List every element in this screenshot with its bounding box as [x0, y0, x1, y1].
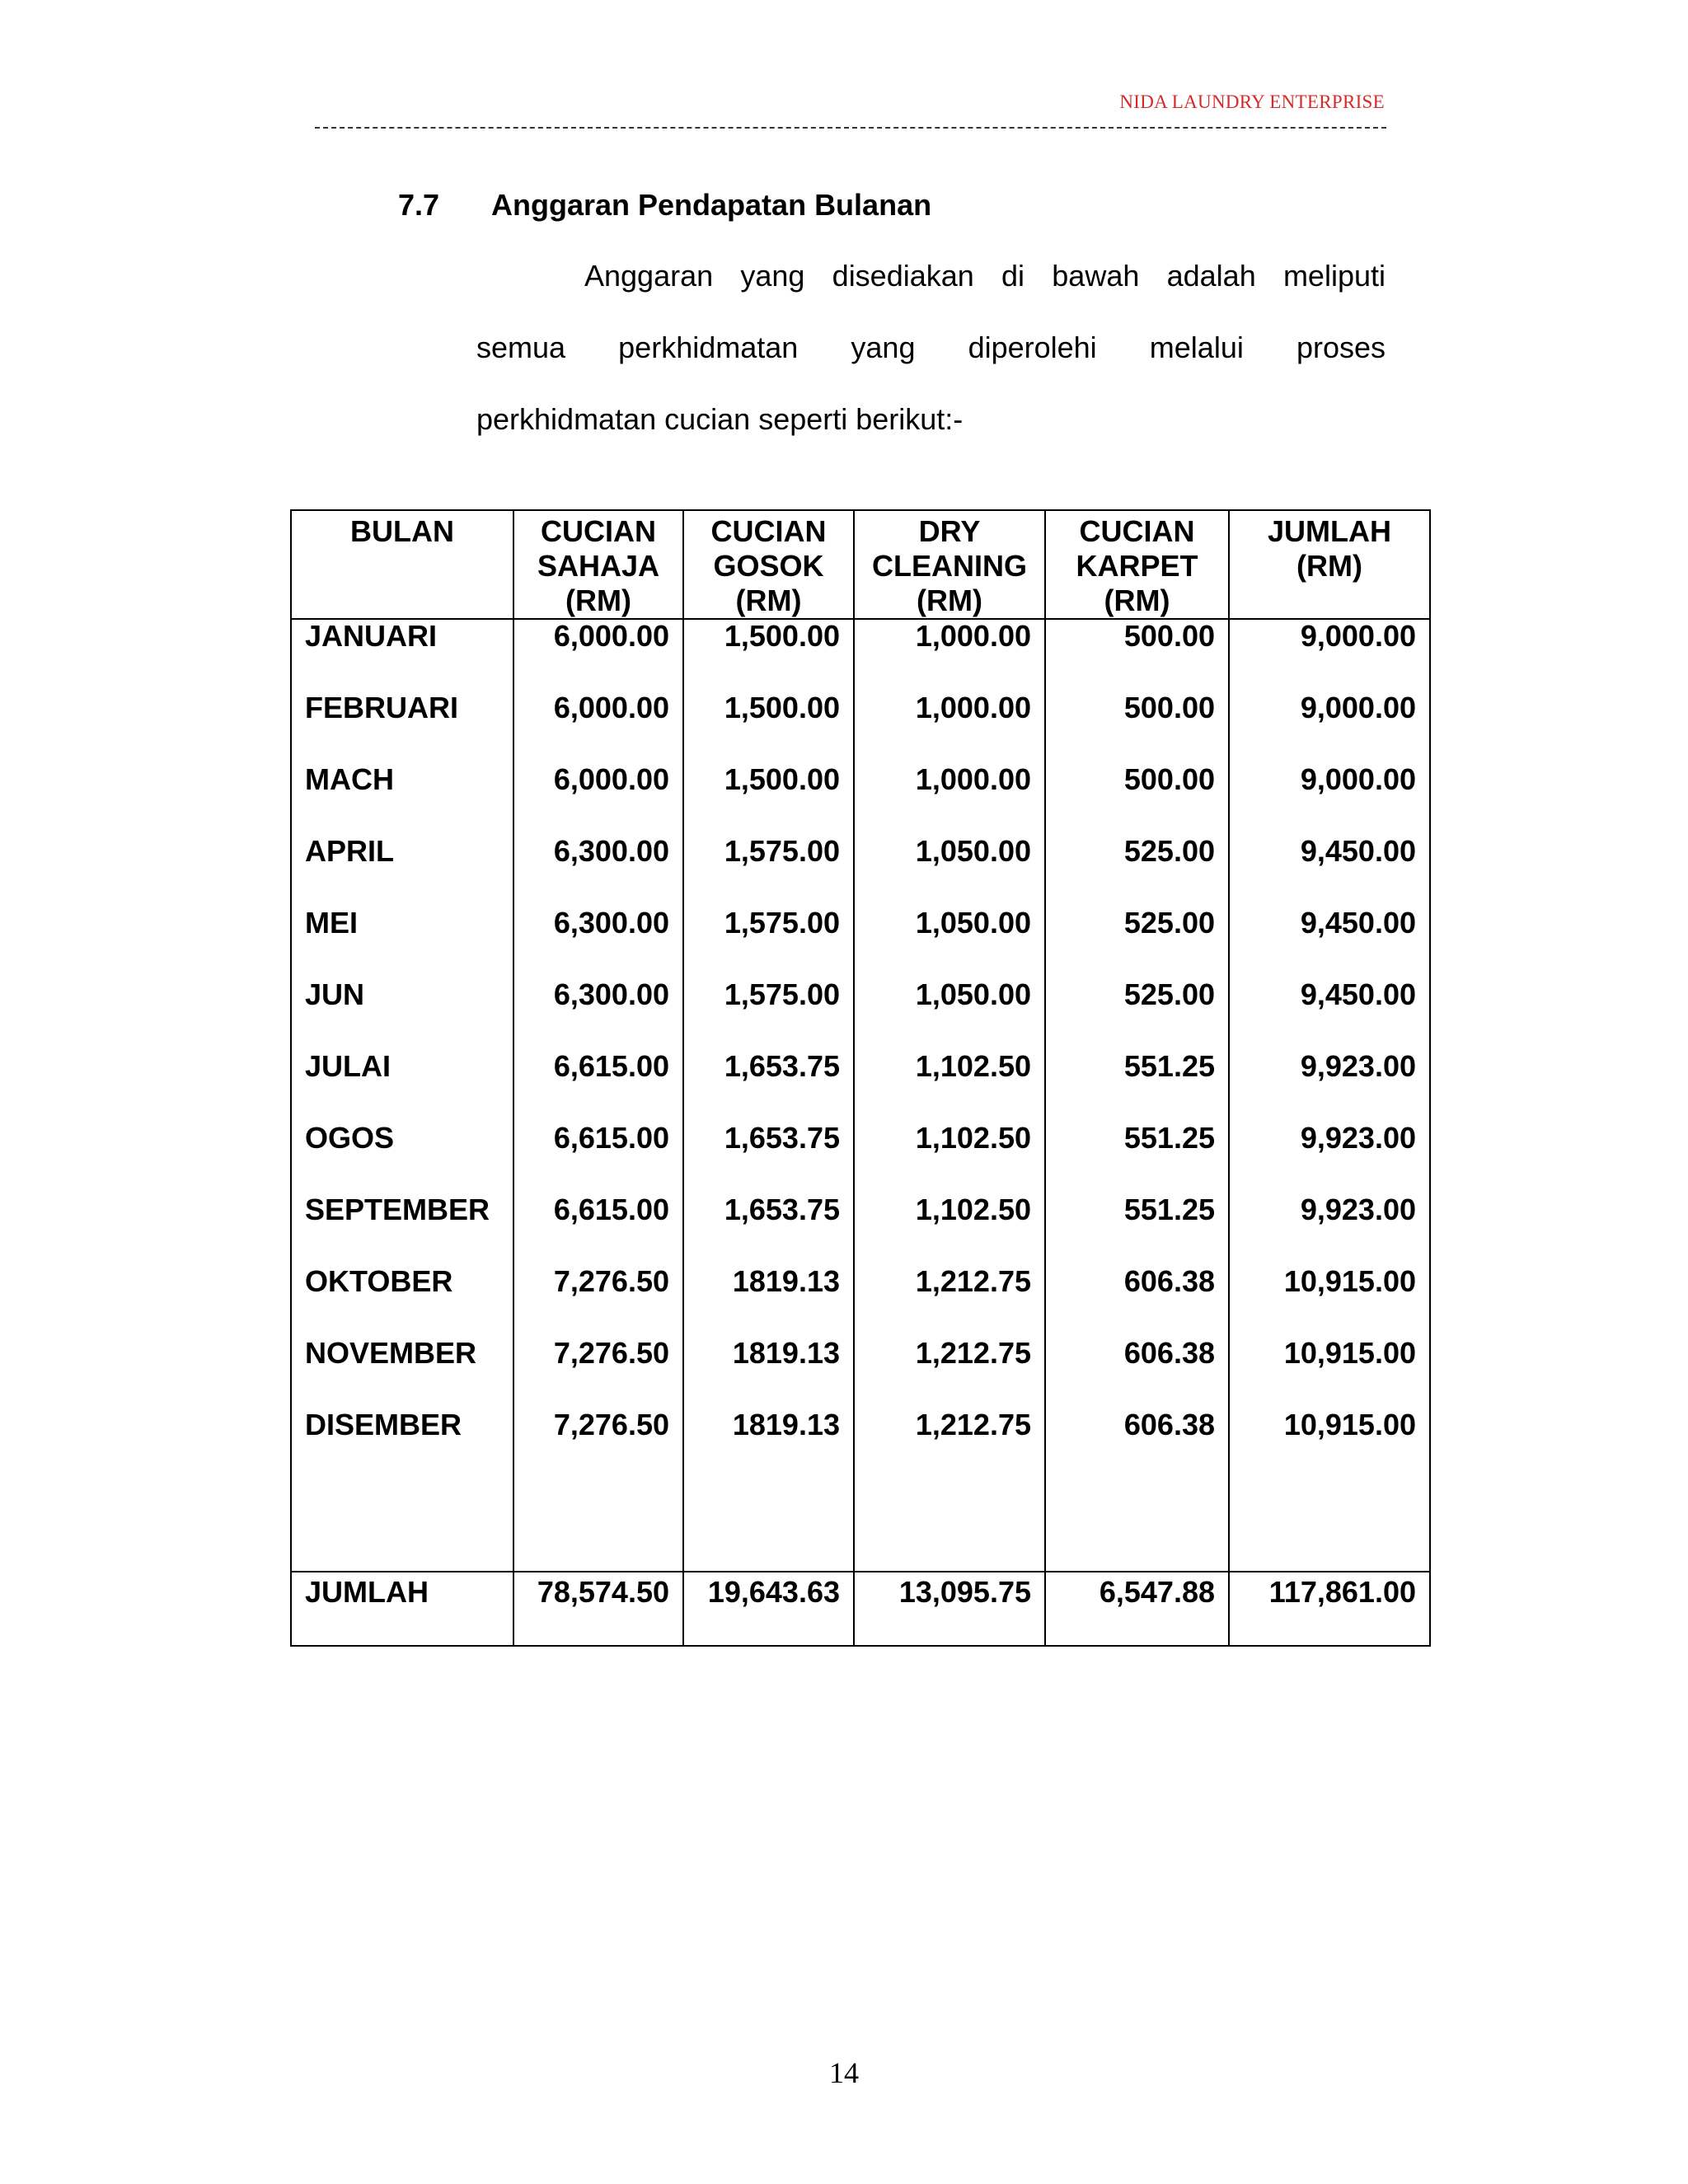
column-header-total: JUMLAH (RM)	[1229, 510, 1430, 619]
total-amount-cell: 13,095.75	[854, 1572, 1045, 1646]
total-amount-cell: 78,574.50	[513, 1572, 683, 1646]
amount-cell: 10,915.00	[1229, 1337, 1430, 1408]
amount-cell: 1819.13	[683, 1408, 854, 1480]
table-row	[291, 1050, 1430, 1122]
amount-cell: 1,500.00	[683, 619, 854, 691]
column-header-wash-only: CUCIAN SAHAJA (RM)	[513, 510, 683, 619]
table-row	[291, 835, 1430, 907]
paragraph-line-3: perkhidmatan cucian seperti berikut:-	[476, 402, 964, 436]
amount-cell: 525.00	[1045, 978, 1229, 1050]
table-row	[291, 691, 1430, 763]
table-row	[291, 763, 1430, 835]
table-row	[291, 1265, 1430, 1337]
table-row	[291, 1193, 1430, 1265]
month-cell: FEBRUARI	[291, 691, 513, 763]
page-number: 14	[829, 2056, 859, 2089]
amount-cell: 1819.13	[683, 1337, 854, 1408]
section-title: Anggaran Pendapatan Bulanan	[491, 188, 932, 222]
total-amount-cell: 6,547.88	[1045, 1572, 1229, 1646]
amount-cell: 606.38	[1045, 1408, 1229, 1480]
amount-cell: 525.00	[1045, 835, 1229, 907]
amount-cell: 1,653.75	[683, 1122, 854, 1193]
amount-cell: 1,575.00	[683, 978, 854, 1050]
amount-cell: 606.38	[1045, 1337, 1229, 1408]
empty-cell	[291, 1480, 513, 1572]
table-row	[291, 619, 1430, 691]
amount-cell: 1,000.00	[854, 763, 1045, 835]
amount-cell: 551.25	[1045, 1122, 1229, 1193]
amount-cell: 1,653.75	[683, 1050, 854, 1122]
table-row	[291, 907, 1430, 978]
amount-cell: 1,050.00	[854, 835, 1045, 907]
amount-cell: 9,450.00	[1229, 978, 1430, 1050]
amount-cell: 1,000.00	[854, 619, 1045, 691]
amount-cell: 1,575.00	[683, 835, 854, 907]
empty-cell	[513, 1480, 683, 1572]
amount-cell: 6,000.00	[513, 691, 683, 763]
month-cell: MACH	[291, 763, 513, 835]
amount-cell: 551.25	[1045, 1193, 1229, 1265]
paragraph-line-2: semua perkhidmatan yang diperolehi melalui proses	[476, 330, 1386, 364]
amount-cell: 1,102.50	[854, 1193, 1045, 1265]
month-cell: APRIL	[291, 835, 513, 907]
amount-cell: 9,000.00	[1229, 763, 1430, 835]
month-cell: SEPTEMBER	[291, 1193, 513, 1265]
month-cell: JUN	[291, 978, 513, 1050]
amount-cell: 1819.13	[683, 1265, 854, 1337]
amount-cell: 1,212.75	[854, 1408, 1045, 1480]
section-heading	[398, 188, 931, 223]
amount-cell: 606.38	[1045, 1265, 1229, 1337]
table-header-row	[291, 510, 1430, 619]
amount-cell: 7,276.50	[513, 1337, 683, 1408]
empty-cell	[854, 1480, 1045, 1572]
table-row	[291, 978, 1430, 1050]
column-header-dry-cleaning: DRY CLEANING (RM)	[854, 510, 1045, 619]
month-cell: NOVEMBER	[291, 1337, 513, 1408]
amount-cell: 9,923.00	[1229, 1050, 1430, 1122]
table-body	[291, 619, 1430, 1646]
amount-cell: 7,276.50	[513, 1408, 683, 1480]
paragraph-line-1: Anggaran yang disediakan di bawah adalah meliputi	[584, 259, 1386, 293]
amount-cell: 6,615.00	[513, 1050, 683, 1122]
amount-cell: 6,300.00	[513, 835, 683, 907]
amount-cell: 1,102.50	[854, 1050, 1045, 1122]
section-number: 7.7	[398, 188, 440, 222]
amount-cell: 6,615.00	[513, 1122, 683, 1193]
month-cell: DISEMBER	[291, 1408, 513, 1480]
amount-cell: 1,575.00	[683, 907, 854, 978]
amount-cell: 525.00	[1045, 907, 1229, 978]
total-amount-cell: 117,861.00	[1229, 1572, 1430, 1646]
month-cell: JANUARI	[291, 619, 513, 691]
amount-cell: 500.00	[1045, 619, 1229, 691]
table-row	[291, 1408, 1430, 1480]
month-cell: OGOS	[291, 1122, 513, 1193]
table-row	[291, 1337, 1430, 1408]
amount-cell: 10,915.00	[1229, 1265, 1430, 1337]
amount-cell: 1,050.00	[854, 978, 1045, 1050]
amount-cell: 1,653.75	[683, 1193, 854, 1265]
amount-cell: 1,102.50	[854, 1122, 1045, 1193]
table-row	[291, 1122, 1430, 1193]
amount-cell: 9,000.00	[1229, 619, 1430, 691]
empty-cell	[1045, 1480, 1229, 1572]
empty-cell	[1229, 1480, 1430, 1572]
amount-cell: 1,050.00	[854, 907, 1045, 978]
header-org-name: NIDA LAUNDRY ENTERPRISE	[1119, 91, 1385, 112]
column-header-carpet: CUCIAN KARPET (RM)	[1045, 510, 1229, 619]
empty-cell	[683, 1480, 854, 1572]
amount-cell: 9,000.00	[1229, 691, 1430, 763]
month-cell: OKTOBER	[291, 1265, 513, 1337]
total-row	[291, 1572, 1430, 1646]
amount-cell: 6,000.00	[513, 619, 683, 691]
amount-cell: 7,276.50	[513, 1265, 683, 1337]
spacer-row	[291, 1480, 1430, 1572]
total-label-cell: JUMLAH	[291, 1572, 513, 1646]
amount-cell: 1,212.75	[854, 1337, 1045, 1408]
amount-cell: 6,300.00	[513, 907, 683, 978]
amount-cell: 6,300.00	[513, 978, 683, 1050]
amount-cell: 9,450.00	[1229, 907, 1430, 978]
amount-cell: 1,500.00	[683, 691, 854, 763]
monthly-revenue-table	[290, 509, 1431, 1647]
amount-cell: 500.00	[1045, 691, 1229, 763]
amount-cell: 551.25	[1045, 1050, 1229, 1122]
amount-cell: 9,450.00	[1229, 835, 1430, 907]
amount-cell: 10,915.00	[1229, 1408, 1430, 1480]
header-divider	[315, 127, 1386, 129]
amount-cell: 1,000.00	[854, 691, 1045, 763]
month-cell: JULAI	[291, 1050, 513, 1122]
amount-cell: 500.00	[1045, 763, 1229, 835]
amount-cell: 6,615.00	[513, 1193, 683, 1265]
column-header-month: BULAN	[291, 510, 513, 619]
amount-cell: 9,923.00	[1229, 1122, 1430, 1193]
total-amount-cell: 19,643.63	[683, 1572, 854, 1646]
amount-cell: 9,923.00	[1229, 1193, 1430, 1265]
column-header-wash-iron: CUCIAN GOSOK (RM)	[683, 510, 854, 619]
month-cell: MEI	[291, 907, 513, 978]
amount-cell: 6,000.00	[513, 763, 683, 835]
amount-cell: 1,212.75	[854, 1265, 1045, 1337]
amount-cell: 1,500.00	[683, 763, 854, 835]
